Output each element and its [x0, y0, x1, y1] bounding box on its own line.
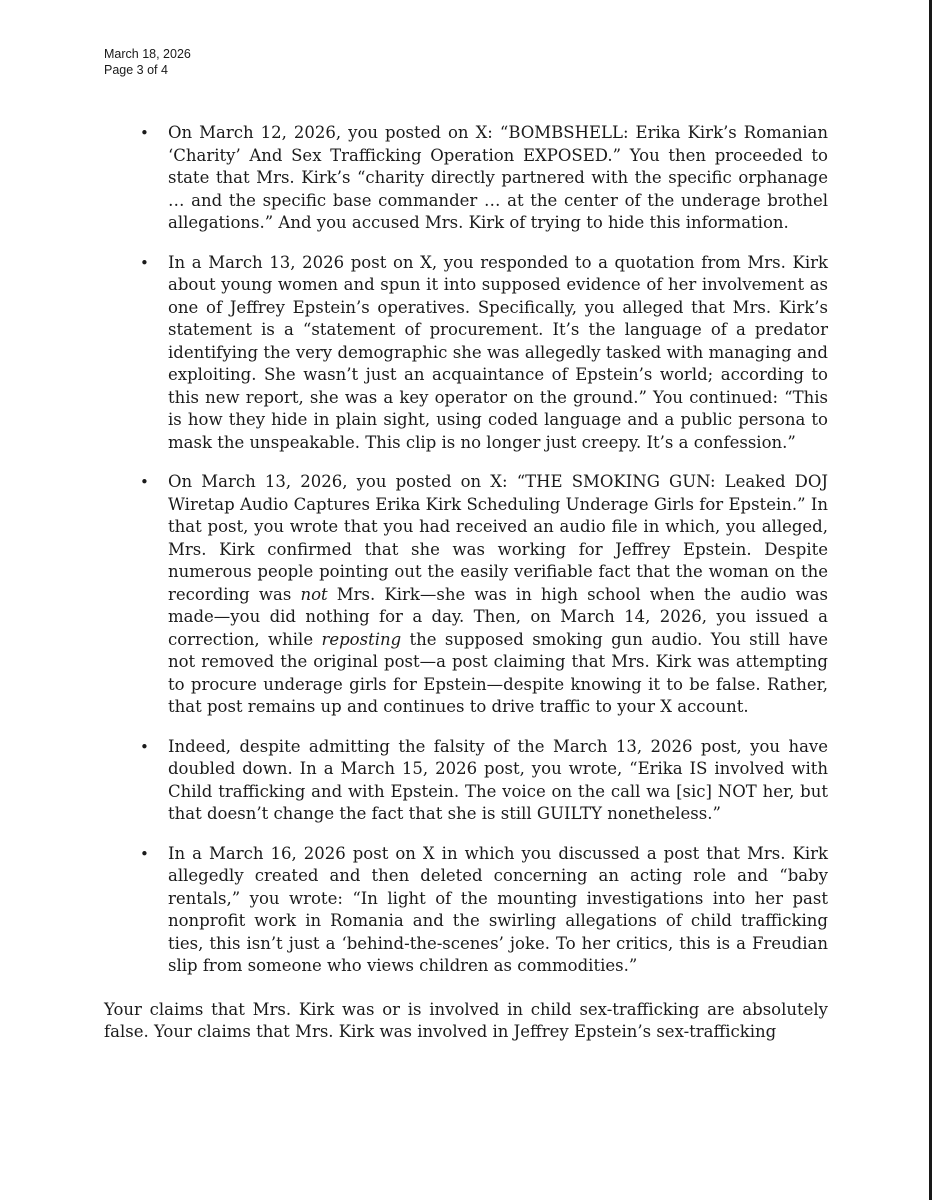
- bullet-text-segment: On March 12, 2026, you posted on X: “BOMBSHELL: Erika Kirk’s Romanian ‘Charity’ And Sex Trafficking Operation EXPOSED.” You then proceeded to state that Mrs. Kirk’s “charity directly partnered with the specific orphanage … and the specific base commander … at the center of the underage brothel allegations.” And you accused Mrs. Kirk of trying to hide this information.: [168, 123, 828, 232]
- bullet-text-segment: the supposed smoking gun audio. You still have not removed the original post—a post claiming that Mrs. Kirk was attempting to procure underage girls for Epstein—despite knowing it to be false. Rather, that post remains up and continues to drive traffic to your X account.: [168, 629, 828, 716]
- bullet-marker-icon: •: [140, 844, 149, 863]
- bullet-item: [104, 471, 828, 719]
- bullet-text-segment: In a March 13, 2026 post on X, you responded to a quotation from Mrs. Kirk about young women and spun it into supposed evidence of her involvement as one of Jeffrey Epstein’s operatives. Specifically, you alleged that Mrs. Kirk’s statement is a “statement of procurement. It’s the language of a predator identifying the very demographic she was allegedly tasked with managing and exploiting. She wasn’t just an acquaintance of Epstein’s world; according to this new report, she was a key operator on the ground.” You continued: “This is how they hide in plain sight, using coded language and a public persona to mask the unspeakable. This clip is no longer just creepy. It’s a confession.”: [168, 252, 828, 452]
- bullet-item: [104, 252, 828, 455]
- bullet-item: [104, 122, 828, 235]
- bullet-marker-icon: •: [140, 124, 149, 142]
- bullet-text: [168, 253, 828, 452]
- bullet-text: [168, 123, 828, 232]
- bullet-text-italic-segment: not: [300, 584, 328, 604]
- bullet-item: [104, 843, 828, 978]
- bullet-list: [104, 122, 828, 978]
- header-date: March 18, 2026: [104, 47, 191, 61]
- page-header: [104, 46, 191, 78]
- bullet-item: [104, 736, 828, 826]
- bullet-text: [168, 844, 828, 976]
- bullet-marker-icon: •: [140, 473, 149, 491]
- closing-paragraph: Your claims that Mrs. Kirk was or is involved in child sex-trafficking are absolutely false. Your claims that Mrs. Kirk was involved in Jeffrey Epstein’s sex-trafficking: [104, 999, 828, 1041]
- bullet-text-segment: Indeed, despite admitting the falsity of the March 13, 2026 post, you have doubled down. In a March 15, 2026 post, you wrote, “Erika IS involved with Child trafficking and with Epstein. The voice on the call wa [sic] NOT her, but that doesn’t change the fact that she is still GUILTY nonetheless.”: [168, 736, 828, 823]
- header-page-number: Page 3 of 4: [104, 63, 168, 77]
- document-body: [104, 122, 828, 1044]
- bullet-marker-icon: •: [140, 253, 149, 272]
- bullet-text: [168, 472, 828, 716]
- bullet-marker-icon: •: [140, 737, 149, 756]
- bullet-text-segment: In a March 16, 2026 post on X in which you discussed a post that Mrs. Kirk allegedly created and then deleted concerning an acting role and “baby rentals,” you wrote: “In light of the mounting investigations into her past nonprofit work in Romania and the swirling allegations of child trafficking ties, this isn’t just a ‘behind-the-scenes’ joke. To her critics, this is a Freudian slip from someone who views children as commodities.”: [168, 843, 828, 975]
- bullet-text: [168, 737, 828, 824]
- bullet-text-italic-segment: reposting: [321, 629, 402, 649]
- bullet-text-segment: On March 13, 2026, you posted on X: “THE SMOKING GUN: Leaked DOJ Wiretap Audio Captures Erika Kirk Scheduling Underage Girls for Epstein.” In that post, you wrote that you had received an audio file in which, you alleged, Mrs. Kirk confirmed that she was working for Jeffrey Epstein. Despite numerous people pointing out the easily verifiable fact that the woman on the recording was: [168, 472, 828, 604]
- bullet-text-segment: Mrs. Kirk—she was in high school when the audio was made—you did nothing for a day. Then, on March 14, 2026, you issued a correction, while: [168, 584, 828, 649]
